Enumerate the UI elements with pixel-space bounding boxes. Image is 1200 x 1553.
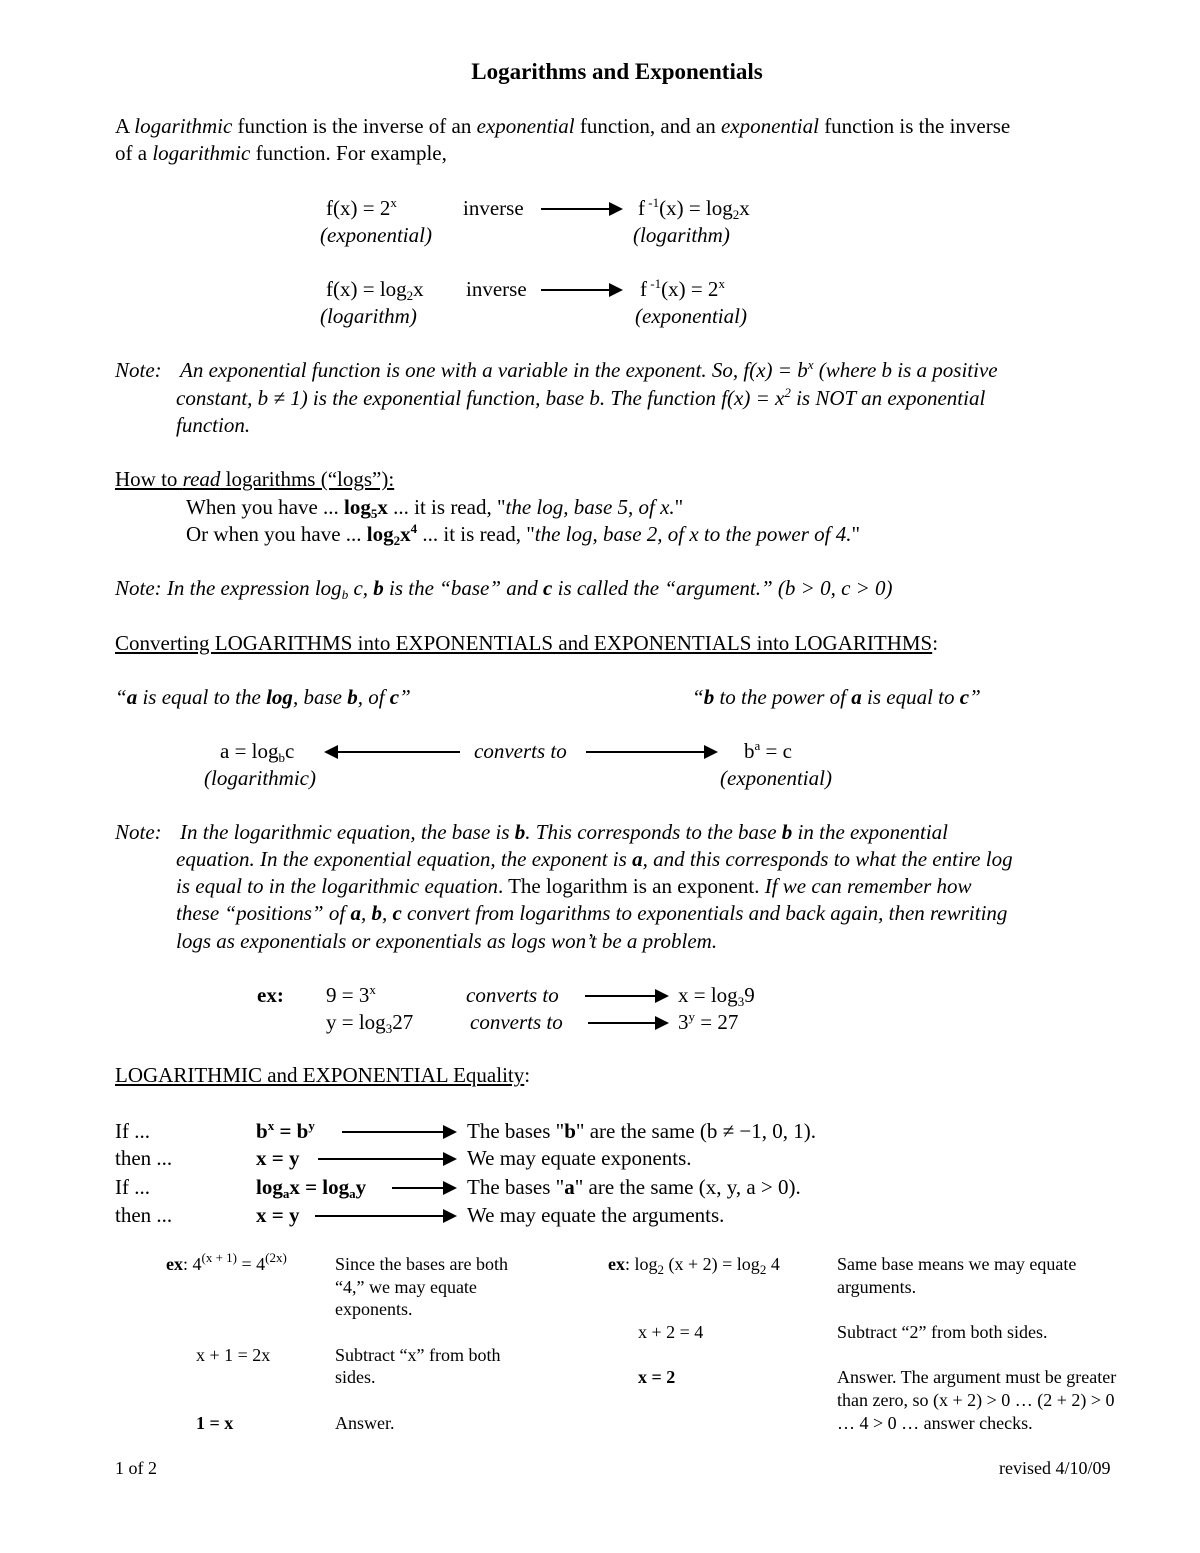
note3-line-4: these “positions” of a, b, c convert from logarithms to exponentials and back again, then rewriting — [176, 901, 1008, 925]
converting-exp-form: $b^a = c$ — [744, 738, 792, 763]
converting-right-arrow — [586, 751, 716, 753]
inverse-2-word: inverse — [466, 277, 527, 301]
worked-left-ex: ex: $4^{(x + 1)} = 4^{(2x)}$ — [166, 1250, 287, 1274]
how-to-read-line-1: When you have ... $\log_5x$ ... it is read, "the log, base 5, of x." — [186, 495, 684, 521]
worked-right-note3b: than zero, so (x + 2) > 0 … (2 + 2) > 0 — [837, 1390, 1115, 1410]
worked-right-note3c: … 4 > 0 … answer checks. — [837, 1413, 1033, 1433]
worked-right-ex: ex: $\log_2 (x + 2) = \log_2 4$ — [608, 1254, 780, 1277]
inverse-1-word: inverse — [463, 196, 524, 220]
worked-left-note1a: Since the bases are both — [335, 1254, 508, 1274]
ex1-row1-converts: converts to — [466, 983, 559, 1007]
footer-page-number: 1 of 2 — [115, 1458, 157, 1478]
equality-row1-arrow — [342, 1131, 455, 1133]
inverse-1-arrow — [541, 208, 621, 210]
ex1-row2-left: $y = \log_327$ — [326, 1010, 414, 1036]
equality-then-1: then ... — [115, 1146, 173, 1170]
ex1-row2-arrow — [588, 1022, 667, 1024]
converting-exp-label: (exponential) — [720, 766, 832, 790]
intro-line-1: A logarithmic function is the inverse of an exponential function, and an exponential function is the inverse — [115, 114, 1011, 138]
converting-left-quote: “a is equal to the log, base b, of c” — [115, 685, 411, 709]
equality-row1-expr: $b^x = b^y$ — [256, 1118, 315, 1143]
equality-if-2: If ... — [115, 1175, 150, 1199]
inverse-1-right: f $^{-1}(x) = \log_2x$ — [638, 195, 750, 222]
equality-row4-expr: x = y — [256, 1203, 300, 1227]
equality-row3-arrow — [392, 1187, 455, 1189]
inverse-2-left: $f(x) = \log_2x$ — [326, 277, 424, 303]
equality-row3-text: The bases "a" are the same (x, y, a > 0). — [467, 1175, 801, 1199]
note1-line-3: function. — [176, 413, 251, 437]
equality-row1-text: The bases "b" are the same (b ≠ −1, 0, 1). — [467, 1119, 817, 1143]
footer-revised: revised 4/10/09 — [999, 1458, 1111, 1478]
worked-right-step2: x + 2 = 4 — [638, 1322, 704, 1342]
note1-label: Note: — [115, 358, 162, 382]
equality-row2-arrow — [318, 1158, 455, 1160]
worked-left-note3: Answer. — [335, 1413, 395, 1433]
worked-left-note2a: Subtract “x” from both — [335, 1345, 501, 1365]
ex1-row2-right: $3^y = 27$ — [678, 1009, 739, 1034]
note3-line-3: is equal to in the logarithmic equation. The logarithm is an exponent. If we can remember how — [176, 874, 972, 898]
note3-line-2: equation. In the exponential equation, the exponent is a, and this corresponds to what the entire log — [176, 847, 1013, 871]
converting-heading: Converting LOGARITHMS into EXPONENTIALS and EXPONENTIALS into LOGARITHMS: — [115, 631, 939, 655]
equality-heading: LOGARITHMIC and EXPONENTIAL Equality: — [115, 1063, 531, 1087]
inverse-2-right-label: (exponential) — [635, 304, 747, 328]
equality-row4-text: We may equate the arguments. — [467, 1203, 725, 1227]
equality-if-1: If ... — [115, 1119, 150, 1143]
converting-log-label: (logarithmic) — [204, 766, 316, 790]
note3-line-1: In the logarithmic equation, the base is b. This corresponds to the base b in the exponential — [180, 820, 948, 844]
inverse-1-left-label: (exponential) — [320, 223, 432, 247]
ex1-row1-arrow — [585, 995, 667, 997]
ex1-row1-left: $9 = 3^x$ — [326, 982, 376, 1007]
how-to-read-heading: How to read logarithms (“logs”): — [115, 467, 395, 491]
worked-left-step3: 1 = x — [196, 1413, 234, 1433]
note3-label: Note: — [115, 820, 162, 844]
worked-left-step2: x + 1 = 2x — [196, 1345, 271, 1365]
note2: Note: In the expression $\log_b c$, b is the “base” and c is called the “argument.” (b > 0, c > 0) — [115, 576, 893, 602]
equality-then-2: then ... — [115, 1203, 173, 1227]
page-title: Logarithms and Exponentials — [471, 59, 763, 84]
inverse-2-right: f $^{-1}(x) = 2^x$ — [640, 276, 725, 301]
converting-left-arrow — [326, 751, 460, 753]
ex1-row1-right: $x = \log_39$ — [678, 983, 755, 1009]
converting-log-form: $a = \log_bc$ — [220, 739, 295, 765]
worked-left-note1b: “4,” we may equate — [335, 1277, 477, 1297]
worked-right-note1a: Same base means we may equate — [837, 1254, 1077, 1274]
inverse-2-arrow — [541, 289, 621, 291]
equality-row2-text: We may equate exponents. — [467, 1146, 692, 1170]
note1-line-2: constant, b ≠ 1) is the exponential function, base b. The function $f(x) = x^2$ is NOT an exponential — [176, 385, 986, 410]
equality-row4-arrow — [315, 1215, 455, 1217]
worked-right-note3a: Answer. The argument must be greater — [837, 1367, 1117, 1387]
worked-left-note1c: exponents. — [335, 1299, 413, 1319]
worked-right-note2: Subtract “2” from both sides. — [837, 1322, 1048, 1342]
inverse-1-left: $f(x) = 2^x$ — [326, 195, 397, 220]
ex1-row2-converts: converts to — [470, 1010, 563, 1034]
how-to-read-line-2: Or when you have ... $\log_2x^4$ ... it is read, "the log, base 2, of x to the power of 4." — [186, 521, 861, 548]
note1-line-1: An exponential function is one with a variable in the exponent. So, $f(x) = b^x$ (where b is a positive — [180, 357, 998, 382]
equality-row2-expr: x = y — [256, 1146, 300, 1170]
inverse-1-right-label: (logarithm) — [633, 223, 730, 247]
ex1-label: ex: — [257, 983, 284, 1007]
inverse-2-left-label: (logarithm) — [320, 304, 417, 328]
worked-right-note1b: arguments. — [837, 1277, 917, 1297]
worked-right-step3: x = 2 — [638, 1367, 676, 1387]
note3-line-5: logs as exponentials or exponentials as logs won’t be a problem. — [176, 929, 718, 953]
equality-row3-expr: $\log_ax = \log_ay$ — [256, 1175, 367, 1201]
worked-left-note2b: sides. — [335, 1367, 376, 1387]
converting-right-quote: “b to the power of a is equal to c” — [692, 685, 981, 709]
intro-line-2: of a logarithmic function. For example, — [115, 141, 447, 165]
converting-converts-to: converts to — [474, 739, 567, 763]
